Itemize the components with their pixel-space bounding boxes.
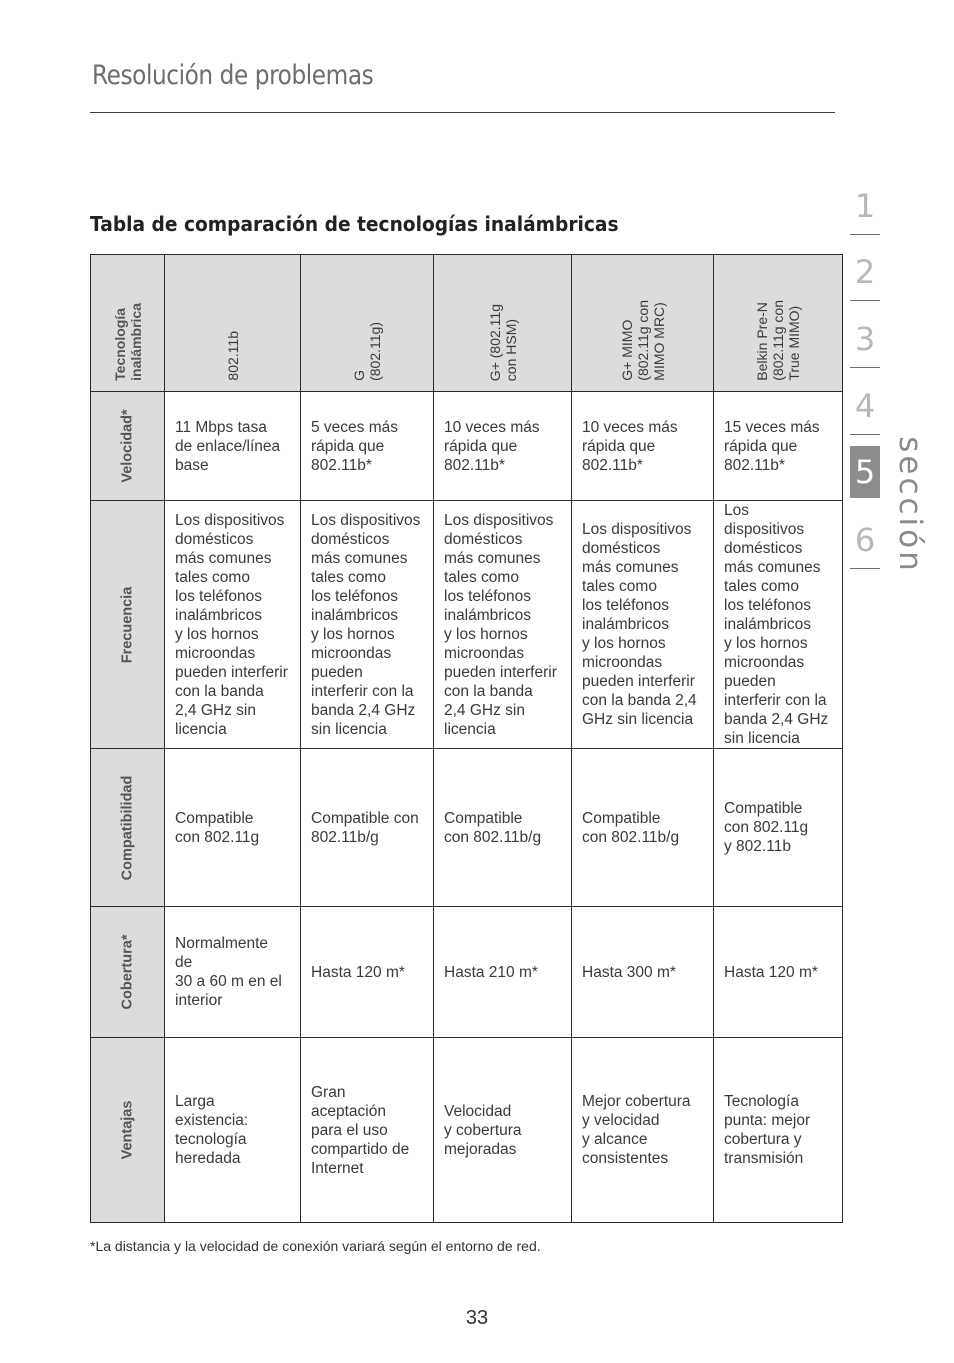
row-header-cell (91, 501, 165, 749)
table-row-frecuencia (91, 501, 843, 749)
table-row-cobertura (91, 907, 843, 1038)
table-cell: 5 veces más rápida que 802.11b* (301, 392, 434, 501)
table-cell: 15 veces más rápida que 802.11b* (714, 392, 843, 501)
column-header-cell (165, 255, 301, 392)
corner-header-cell (91, 255, 165, 392)
footnote: *La distancia y la velocidad de conexión variará según el entorno de red. (90, 1238, 541, 1254)
table-cell: Compatible con 802.11b/g (572, 749, 714, 907)
table-row-velocidad (91, 392, 843, 501)
table-row-compatibilidad (91, 749, 843, 907)
row-header-cell (91, 907, 165, 1038)
column-header-cell (301, 255, 434, 392)
table-cell: 10 veces más rápida que 802.11b* (434, 392, 572, 501)
row-header-cobertura: Cobertura* (119, 934, 135, 1010)
table-cell: Tecnología punta: mejor cobertura y transmisión (714, 1038, 843, 1223)
column-header-cell (714, 255, 843, 392)
column-header-g-plus-hsm: G+ (802.11g con HSM) (486, 303, 519, 381)
section-nav-item-6[interactable]: 6 (854, 521, 876, 559)
row-header-velocidad: Velocidad* (119, 409, 135, 483)
table-cell: Compatible con 802.11b/g (434, 749, 572, 907)
row-header-cell (91, 749, 165, 907)
table-header-row (91, 255, 843, 392)
section-nav-divider (850, 300, 880, 301)
table-cell: Compatible con 802.11g y 802.11b (714, 749, 843, 907)
table-cell: Los dispositivos domésticos más comunes tales como los teléfonos inalámbricos y los hornos microondas pueden interferir con la banda 2,4 GHz sin licencia (572, 501, 714, 749)
table-title: Tabla de comparación de tecnologías inalámbricas (90, 212, 619, 236)
row-header-ventajas: Ventajas (119, 1100, 135, 1160)
table-cell: Hasta 210 m* (434, 907, 572, 1038)
column-header-g-plus-mimo: G+ MIMO (802.11g con MIMO MRC) (618, 300, 667, 381)
section-label (870, 436, 950, 574)
section-label-text: sección (892, 436, 928, 574)
table-cell: Los dispositivos domésticos más comunes tales como los teléfonos inalámbricos y los hornos microondas pueden interferir con la banda 2,4 GHz sin licencia (434, 501, 572, 749)
page-title: Resolución de problemas (92, 60, 374, 91)
table-cell: Hasta 120 m* (301, 907, 434, 1038)
table-cell: Los dispositivos domésticos más comunes tales como los teléfonos inalámbricos y los hornos microondas pueden interferir con la banda 2,4 GHz sin licencia (165, 501, 301, 749)
section-nav-divider (850, 367, 880, 368)
table-cell: Mejor cobertura y velocidad y alcance consistentes (572, 1038, 714, 1223)
section-nav-item-2[interactable]: 2 (854, 253, 876, 291)
table-cell: Normalmente de 30 a 60 m en el interior (165, 907, 301, 1038)
section-nav-item-1[interactable]: 1 (854, 187, 876, 225)
table-cell: Los dispositivos domésticos más comunes tales como los teléfonos inalámbricos y los hornos microondas pueden interferir con la banda 2,4 GHz sin licencia (714, 501, 843, 749)
table-cell: Compatible con 802.11g (165, 749, 301, 907)
table-cell: 11 Mbps tasa de enlace/línea base (165, 392, 301, 501)
section-nav-divider (850, 434, 880, 435)
corner-header-label: Tecnología inalámbrica (111, 303, 144, 381)
header-divider (90, 112, 835, 113)
page-number: 33 (465, 1307, 489, 1329)
row-header-cell (91, 1038, 165, 1223)
column-header-cell (572, 255, 714, 392)
table-cell: 10 veces más rápida que 802.11b* (572, 392, 714, 501)
table-cell: Velocidad y cobertura mejoradas (434, 1038, 572, 1223)
table-cell: Gran aceptación para el uso compartido de Internet (301, 1038, 434, 1223)
column-header-belkin-pre-n: Belkin Pre-N (802.11g con True MIMO) (754, 300, 802, 381)
section-nav-divider (850, 234, 880, 235)
table-cell: Los dispositivos domésticos más comunes tales como los teléfonos inalámbricos y los hornos microondas pueden interferir con la banda 2,4 GHz sin licencia (301, 501, 434, 749)
table-cell: Compatible con 802.11b/g (301, 749, 434, 907)
section-nav-item-3[interactable]: 3 (854, 320, 876, 358)
row-header-cell (91, 392, 165, 501)
column-header-g: G (802.11g) (351, 322, 383, 381)
table-row-ventajas (91, 1038, 843, 1223)
column-header-802-11b: 802.11b (224, 331, 241, 381)
column-header-cell (434, 255, 572, 392)
table-cell: Hasta 300 m* (572, 907, 714, 1038)
section-nav-item-4[interactable]: 4 (854, 387, 876, 425)
row-header-frecuencia: Frecuencia (119, 586, 135, 663)
section-nav-item-5-active[interactable]: 5 (850, 446, 880, 498)
table-cell: Larga existencia: tecnología heredada (165, 1038, 301, 1223)
comparison-table (90, 254, 843, 1223)
table-cell: Hasta 120 m* (714, 907, 843, 1038)
row-header-compatibilidad: Compatibilidad (119, 775, 135, 880)
